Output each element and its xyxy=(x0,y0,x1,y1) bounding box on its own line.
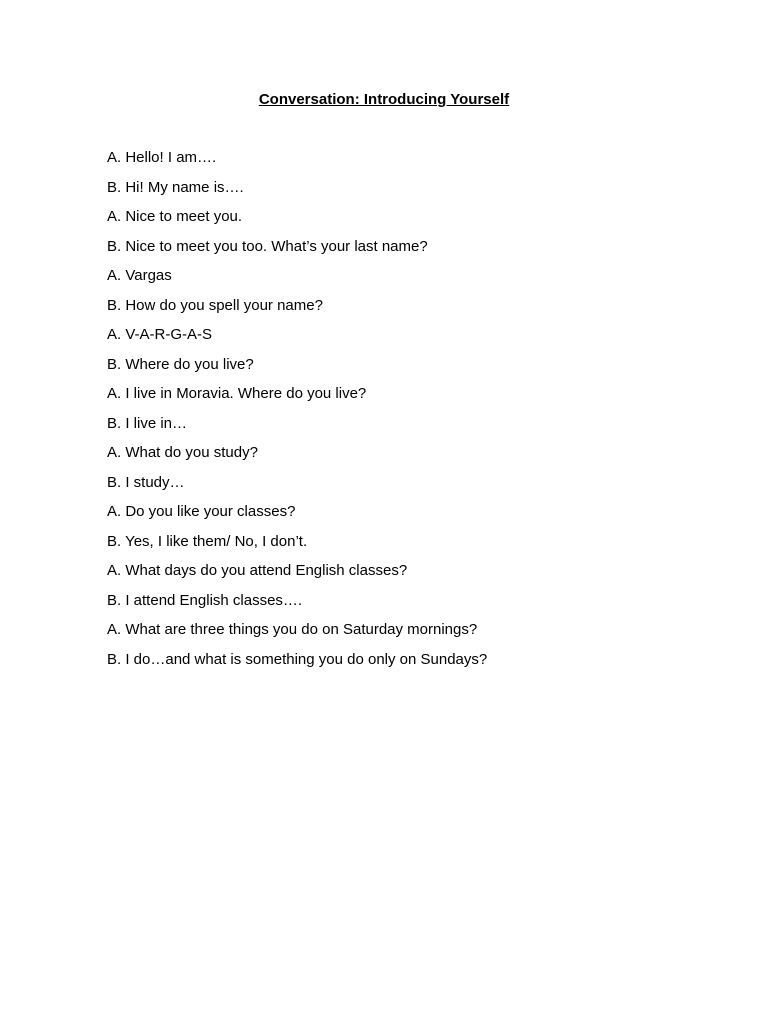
dialogue-line: B. I attend English classes…. xyxy=(107,591,303,609)
dialogue-list xyxy=(107,148,487,679)
dialogue-line: A. V-A-R-G-A-S xyxy=(107,326,213,343)
dialogue-line: B. I study… xyxy=(107,473,185,491)
dialogue-line: B. Nice to meet you too. What’s your last name? xyxy=(107,237,428,255)
dialogue-line: B. How do you spell your name? xyxy=(107,296,323,314)
dialogue-line: B. I live in… xyxy=(107,414,188,432)
dialogue-line: A. Do you like your classes? xyxy=(107,503,296,520)
dialogue-line: A. What days do you attend English classes? xyxy=(107,562,408,579)
dialogue-line: A. What do you study? xyxy=(107,444,258,461)
dialogue-line: B. Yes, I like them/ No, I don’t. xyxy=(107,532,308,550)
dialogue-line: A. What are three things you do on Saturday mornings? xyxy=(107,621,478,638)
document-title: Conversation: Introducing Yourself xyxy=(258,91,510,108)
dialogue-line: B. Hi! My name is…. xyxy=(107,178,244,196)
dialogue-line: A. I live in Moravia. Where do you live? xyxy=(107,385,367,402)
dialogue-line: B. Where do you live? xyxy=(107,355,254,373)
dialogue-line: A. Hello! I am…. xyxy=(107,149,217,166)
dialogue-line: A. Vargas xyxy=(107,267,172,284)
dialogue-line: A. Nice to meet you. xyxy=(107,208,243,225)
dialogue-line: B. I do…and what is something you do only on Sundays? xyxy=(107,650,488,668)
